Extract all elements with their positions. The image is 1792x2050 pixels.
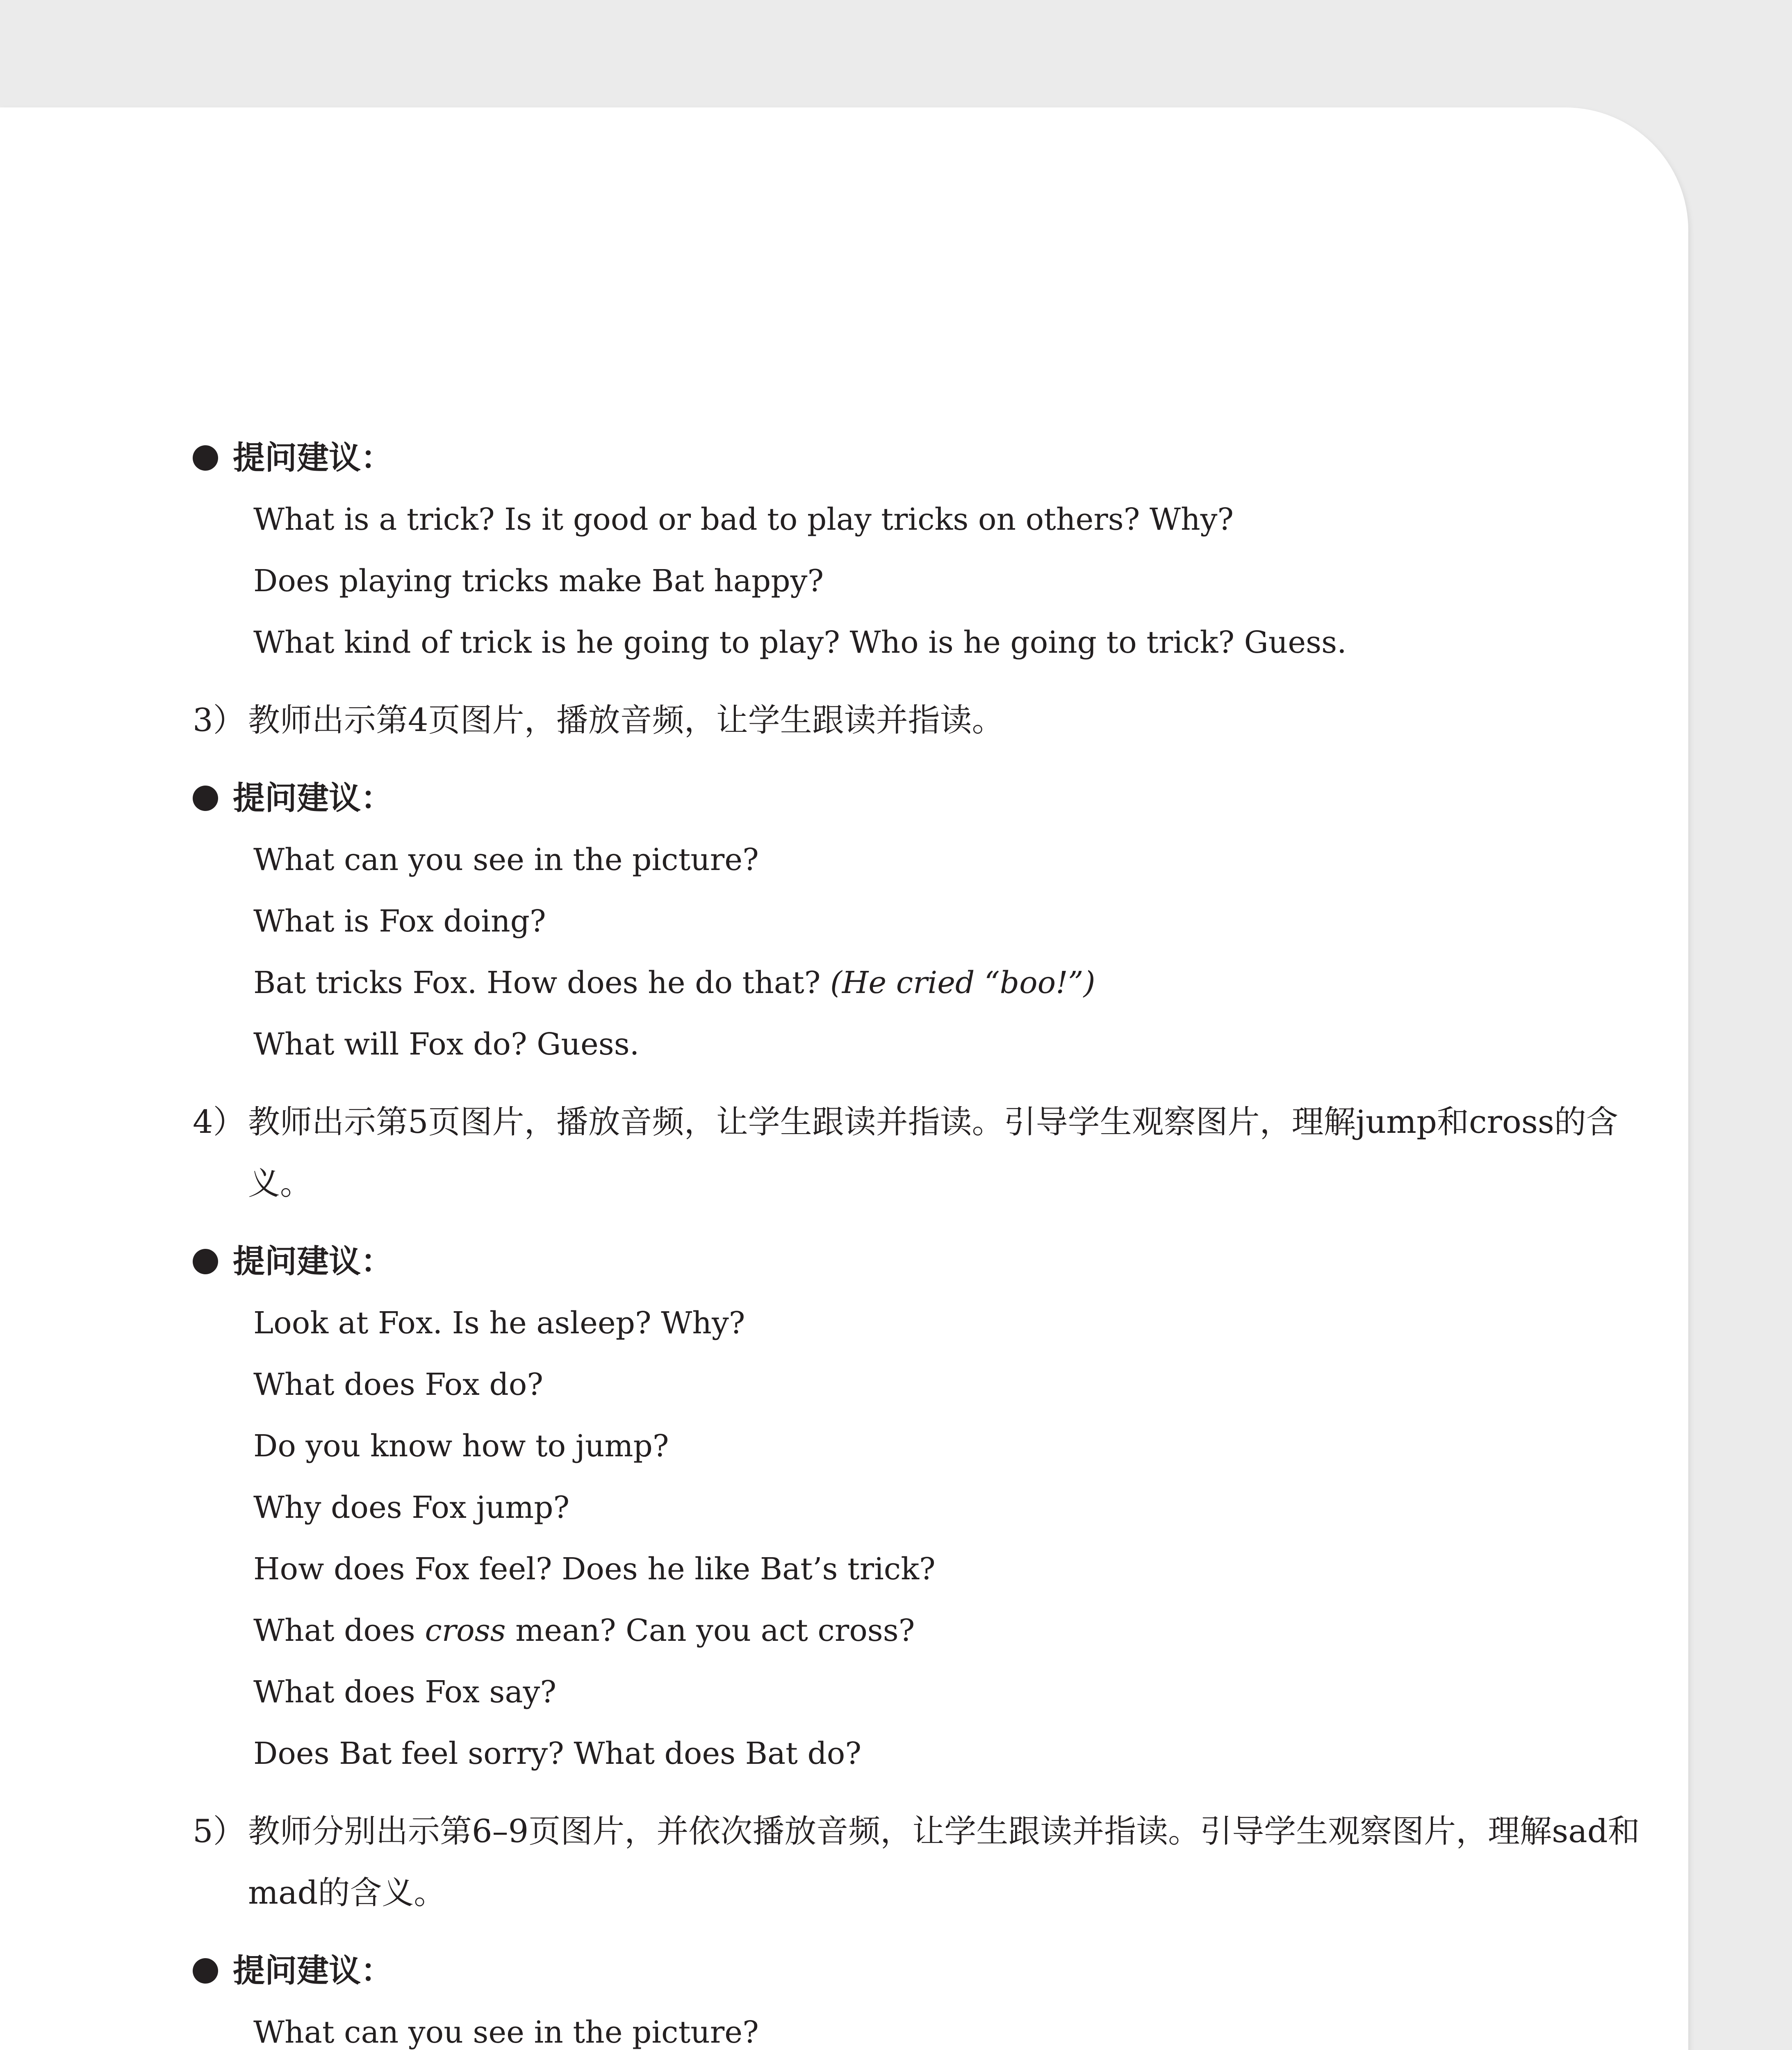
question-line — [193, 952, 1652, 1014]
question-line: Why does Fox jump? — [253, 1490, 570, 1525]
question-section-2 — [193, 768, 1652, 1075]
question-line: Do you know how to jump? — [253, 1428, 669, 1464]
answer-note: (He cried “boo!”) — [830, 965, 1095, 1000]
question-line: What does Fox do? — [253, 1367, 544, 1402]
section-heading — [193, 1940, 1652, 2002]
section-heading — [193, 1231, 1652, 1292]
question-line: Does playing tricks make Bat happy? — [253, 563, 824, 599]
document-page — [0, 107, 1688, 2050]
bullet-icon — [193, 445, 218, 471]
step-number: 3） — [193, 702, 245, 739]
question-section-4 — [193, 1940, 1652, 2050]
bullet-icon — [193, 1958, 218, 1984]
section-heading — [193, 768, 1652, 829]
question-line: Does Bat feel sorry? What does Bat do? — [253, 1736, 862, 1771]
heading-text: 提问建议： — [233, 1243, 393, 1280]
question-line: How does Fox feel? Does he like Bat’s trick? — [253, 1551, 936, 1587]
step-5 — [193, 1801, 1652, 1924]
step-3 — [193, 690, 1652, 751]
heading-text: 提问建议： — [233, 1952, 393, 1989]
question-text-rest: mean? Can you act cross? — [505, 1613, 915, 1648]
question-line: What is Fox doing? — [253, 904, 546, 939]
bullet-icon — [193, 1249, 218, 1274]
section-heading — [193, 427, 1652, 489]
step-text: 教师出示第5页图片，播放音频，让学生跟读并指读。引导学生观察图片，理解jump和cross的含义。 — [248, 1104, 1618, 1202]
step-4 — [193, 1091, 1652, 1214]
question-line: What is a trick? Is it good or bad to play tricks on others? Why? — [253, 502, 1234, 537]
question-line: What will Fox do? Guess. — [253, 1027, 640, 1062]
step-text: 教师分别出示第6–9页图片，并依次播放音频，让学生跟读并指读。引导学生观察图片，理解sad和mad的含义。 — [248, 1813, 1640, 1911]
question-text: What does — [253, 1613, 415, 1648]
question-line: What can you see in the picture? — [253, 842, 759, 877]
question-line: What does Fox say? — [253, 1674, 556, 1710]
page-content — [193, 427, 1652, 2050]
heading-text: 提问建议： — [233, 440, 393, 476]
question-line: What can you see in the picture? — [253, 2015, 759, 2050]
question-line — [193, 1600, 1652, 1661]
step-number: 5） — [193, 1813, 245, 1850]
step-number: 4） — [193, 1104, 245, 1141]
question-section-1 — [193, 427, 1652, 673]
question-section-3 — [193, 1231, 1652, 1784]
question-line: Look at Fox. Is he asleep? Why? — [253, 1305, 745, 1341]
step-text: 教师出示第4页图片，播放音频，让学生跟读并指读。 — [248, 702, 1004, 739]
heading-text: 提问建议： — [233, 780, 393, 817]
question-line: What kind of trick is he going to play? Who is he going to trick? Guess. — [253, 625, 1347, 660]
italic-word: cross — [425, 1613, 506, 1648]
question-text: Bat tricks Fox. How does he do that? — [253, 965, 821, 1000]
bullet-icon — [193, 786, 218, 811]
